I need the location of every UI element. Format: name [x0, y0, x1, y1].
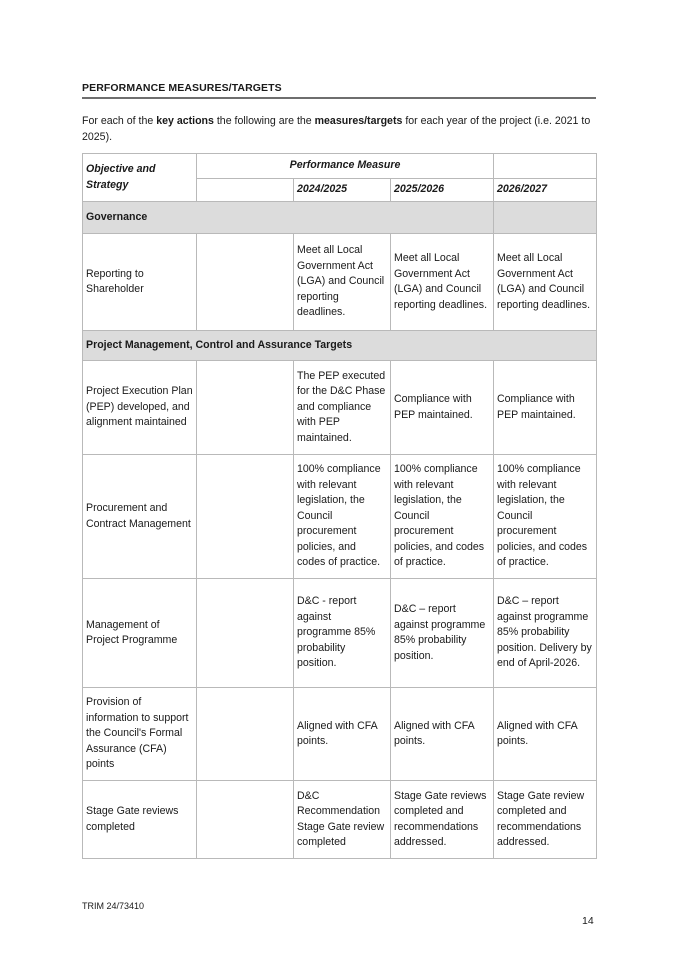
measure-year-2-cell: Aligned with CFA points.: [391, 688, 494, 781]
table-row: [83, 361, 597, 455]
objective-cell: Project Execution Plan (PEP) developed, and alignment maintained: [83, 361, 197, 455]
page-number: 14: [582, 915, 594, 927]
table-row: [83, 455, 597, 579]
intro-text-3: for each year of the project (i.e. 2021 to 2025).: [82, 115, 591, 143]
measure-year-3-cell: Compliance with PEP maintained.: [494, 361, 597, 455]
intro-bold-key-actions: key actions: [156, 115, 214, 127]
table-row: [83, 234, 597, 331]
header-objective-strategy: Objective and Strategy: [83, 154, 197, 202]
measure-year-1-cell: Aligned with CFA points.: [294, 688, 391, 781]
measure-year-2-cell: Meet all Local Government Act (LGA) and Council reporting deadlines.: [391, 234, 494, 331]
strategy-cell: [197, 688, 294, 781]
strategy-cell: [197, 234, 294, 331]
objective-cell: Provision of information to support the Council's Formal Assurance (CFA) points: [83, 688, 197, 781]
table-row: [83, 688, 597, 781]
header-performance-measure: Performance Measure: [197, 154, 494, 179]
measure-year-2-cell: 100% compliance with relevant legislation, the Council procurement policies, and codes of practice.: [391, 455, 494, 579]
section-title: Governance: [83, 202, 494, 234]
strategy-cell: [197, 579, 294, 688]
page-heading: PERFORMANCE MEASURES/TARGETS: [82, 82, 596, 99]
header-year-2: 2025/2026: [391, 179, 494, 202]
measure-year-2-cell: D&C – report against programme 85% probability position.: [391, 579, 494, 688]
header-empty-cell: [494, 154, 597, 179]
trim-reference: TRIM 24/73410: [82, 901, 145, 911]
measure-year-1-cell: The PEP executed for the D&C Phase and compliance with PEP maintained.: [294, 361, 391, 455]
measure-year-2-cell: Stage Gate reviews completed and recommendations addressed.: [391, 781, 494, 859]
measure-year-1-cell: D&C - report against programme 85% probability position.: [294, 579, 391, 688]
section-row-project-management: [83, 331, 597, 361]
table-row: [83, 781, 597, 859]
section-empty-cell: [494, 202, 597, 234]
measure-year-1-cell: Meet all Local Government Act (LGA) and Council reporting deadlines.: [294, 234, 391, 331]
measure-year-3-cell: Stage Gate review completed and recommendations addressed.: [494, 781, 597, 859]
measure-year-1-cell: D&C Recommendation Stage Gate review completed: [294, 781, 391, 859]
measure-year-1-cell: 100% compliance with relevant legislation, the Council procurement policies, and codes of practice.: [294, 455, 391, 579]
measure-year-3-cell: Aligned with CFA points.: [494, 688, 597, 781]
header-blank-cell: [197, 179, 294, 202]
table-header-row: [83, 154, 597, 179]
section-row-governance: [83, 202, 597, 234]
objective-cell: Reporting to Shareholder: [83, 234, 197, 331]
measure-year-3-cell: D&C – report against programme 85% probability position. Delivery by end of April-2026.: [494, 579, 597, 688]
objective-cell: Stage Gate reviews completed: [83, 781, 197, 859]
header-year-3: 2026/2027: [494, 179, 597, 202]
intro-paragraph: [82, 114, 598, 145]
section-title: Project Management, Control and Assurance Targets: [83, 331, 597, 361]
objective-cell: Management of Project Programme: [83, 579, 197, 688]
header-year-1: 2024/2025: [294, 179, 391, 202]
measure-year-3-cell: 100% compliance with relevant legislation, the Council procurement policies, and codes of practice.: [494, 455, 597, 579]
measure-year-3-cell: Meet all Local Government Act (LGA) and Council reporting deadlines.: [494, 234, 597, 331]
strategy-cell: [197, 455, 294, 579]
table-row: [83, 579, 597, 688]
intro-text-2: the following are the: [213, 115, 315, 127]
measure-year-2-cell: Compliance with PEP maintained.: [391, 361, 494, 455]
intro-text-1: For each of the: [82, 115, 157, 127]
strategy-cell: [197, 361, 294, 455]
strategy-cell: [197, 781, 294, 859]
objective-cell: Procurement and Contract Management: [83, 455, 197, 579]
intro-bold-measures: measures/targets: [314, 115, 403, 127]
performance-table: [82, 153, 597, 859]
